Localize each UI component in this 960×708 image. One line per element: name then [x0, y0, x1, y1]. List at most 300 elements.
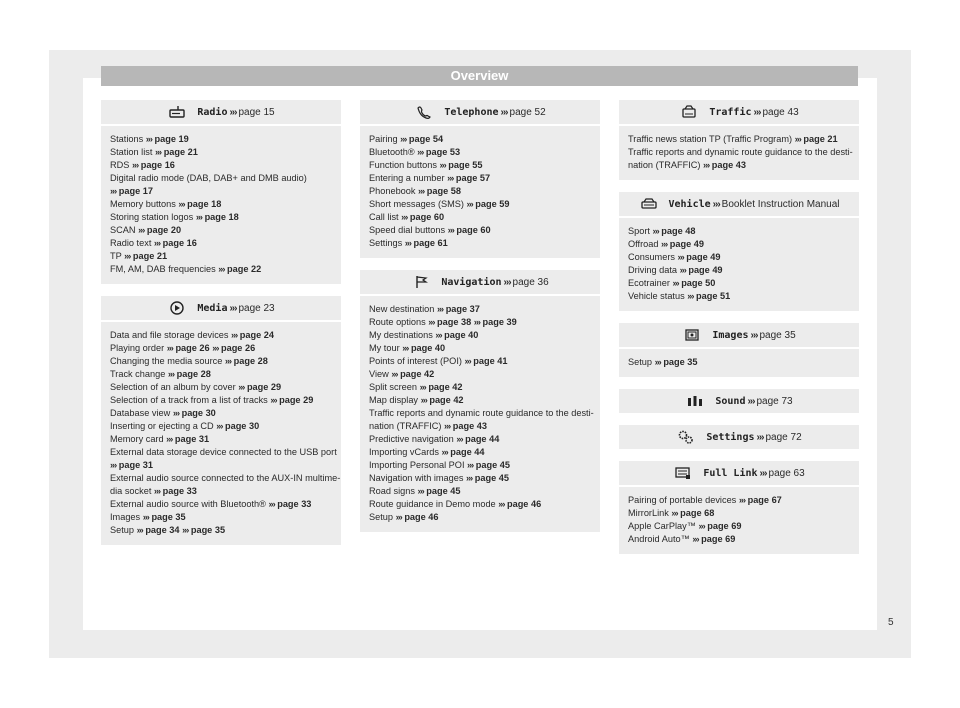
item-text: Android Auto™	[628, 534, 693, 544]
page-link[interactable]: page 67	[747, 495, 782, 505]
page-link[interactable]: page 28	[233, 356, 268, 366]
images-box-header	[619, 323, 859, 349]
box-title: Full Link	[703, 467, 758, 479]
arrow: ›››	[503, 276, 511, 288]
page-link[interactable]: page 59	[475, 199, 510, 209]
list-item	[369, 237, 591, 250]
item-text: Data and file storage devices	[110, 330, 232, 340]
page-link[interactable]: page 61	[413, 238, 448, 248]
item-text: Route options	[369, 317, 429, 327]
arrow: ›››	[110, 186, 117, 196]
item-text: Points of interest (POI)	[369, 356, 465, 366]
page-link[interactable]: page 44	[465, 434, 500, 444]
list-item	[369, 172, 591, 185]
item-text: Route guidance in Demo mode	[369, 499, 499, 509]
item-text: Speed dial buttons	[369, 225, 448, 235]
fulllink-box	[619, 461, 859, 554]
arrow: ›››	[466, 473, 473, 483]
arrow: ›››	[441, 447, 448, 457]
list-item	[110, 133, 332, 146]
arrow: ›››	[229, 302, 237, 314]
gears-icon	[676, 430, 696, 444]
arrow: ›››	[500, 106, 508, 118]
item-text: External audio source with Bluetooth®	[110, 499, 269, 509]
item-text: Playing order	[110, 343, 167, 353]
arrow: ›››	[153, 486, 161, 496]
list-item	[369, 303, 591, 316]
arrow: ›››	[444, 421, 451, 431]
page-link[interactable]: page 43	[452, 421, 488, 431]
list-item	[110, 394, 332, 407]
item-text: Digital radio mode (DAB, DAB+ and DMB audio)	[110, 173, 307, 183]
arrow: ›››	[110, 460, 117, 470]
page-link[interactable]: page 29	[246, 382, 282, 392]
media-box-body	[101, 322, 341, 545]
item-text: Settings	[369, 238, 405, 248]
page-link[interactable]: page 26	[175, 343, 210, 353]
page-link[interactable]: page 60	[456, 225, 491, 235]
page-link[interactable]: page 35	[190, 525, 226, 535]
list-item	[369, 433, 591, 446]
arrow: ›››	[498, 499, 505, 509]
images-box-body	[619, 349, 859, 377]
page-link[interactable]: page 51	[696, 291, 731, 301]
box-title: Sound	[715, 395, 746, 407]
box-reference[interactable]: Booklet Instruction Manual	[721, 198, 840, 210]
list-item	[110, 224, 332, 237]
arrow: ›››	[216, 421, 223, 431]
arrow: ›››	[756, 431, 764, 443]
item-text: Pairing of portable devices	[628, 495, 739, 505]
list-item	[110, 342, 332, 355]
arrow: ›››	[428, 317, 435, 327]
radio-icon	[167, 105, 187, 119]
page-link[interactable]: page 28	[176, 369, 211, 379]
item-text: nation (TRAFFIC)	[628, 160, 704, 170]
arrow: ›››	[753, 106, 761, 118]
page-link[interactable]: page 45	[475, 460, 511, 470]
arrow: ›››	[473, 317, 480, 327]
arrow: ›››	[404, 238, 411, 248]
box-title: Vehicle	[668, 198, 711, 210]
fulllink-icon	[673, 466, 693, 480]
vehicle-box-header	[619, 192, 859, 218]
box-title: Images	[712, 329, 749, 341]
list-item	[628, 251, 850, 264]
item-text: Track change	[110, 369, 168, 379]
arrow: ›››	[154, 147, 162, 157]
arrow: ›››	[268, 499, 275, 509]
traffic-box-header	[619, 100, 859, 126]
page-link[interactable]: page 55	[448, 160, 483, 170]
list-item	[110, 524, 332, 537]
box-title: Telephone	[444, 106, 499, 118]
fulllink-box-header	[619, 461, 859, 487]
arrow: ›››	[400, 134, 407, 144]
arrow: ›››	[270, 395, 277, 405]
page-link[interactable]: page 53	[425, 147, 461, 157]
media-box	[101, 296, 341, 545]
item-text: Consumers	[628, 252, 678, 262]
arrow: ›››	[136, 525, 143, 535]
page-link[interactable]: page 31	[118, 460, 153, 470]
arrow: ›››	[703, 160, 710, 170]
arrow: ›››	[439, 160, 446, 170]
item-text: dia socket	[110, 486, 154, 496]
arrow: ›››	[195, 212, 202, 222]
list-item	[369, 472, 591, 485]
page-link[interactable]: page 30	[224, 421, 260, 431]
page-link[interactable]: page 39	[482, 317, 517, 327]
item-text: Database view	[110, 408, 173, 418]
item-text: Importing Personal POI	[369, 460, 468, 470]
list-item	[628, 133, 850, 146]
arrow: ›››	[420, 395, 427, 405]
arrow: ›››	[401, 212, 408, 222]
item-text: New destination	[369, 304, 437, 314]
page-link[interactable]: page 26	[220, 343, 256, 353]
telephone-box-header	[360, 100, 600, 126]
item-text: Apple CarPlay™	[628, 521, 699, 531]
page-link[interactable]: page 58	[426, 186, 462, 196]
item-text: External audio source connected to the AUX-IN multime-	[110, 473, 341, 483]
page-link[interactable]: page 57	[455, 173, 491, 183]
item-text: My tour	[369, 343, 403, 353]
arrow: ›››	[218, 264, 225, 274]
item-text: Storing station logos	[110, 212, 196, 222]
settings-box-header	[619, 425, 859, 449]
page-link[interactable]: page 18	[187, 199, 222, 209]
list-item	[110, 472, 341, 485]
arrow: ›››	[747, 395, 755, 407]
page-link[interactable]: page 69	[701, 534, 736, 544]
arrow: ›››	[391, 369, 398, 379]
arrow: ›››	[402, 343, 409, 353]
arrow: ›››	[231, 330, 238, 340]
item-text: Split screen	[369, 382, 420, 392]
box-title: Navigation	[441, 276, 502, 288]
arrow: ›››	[166, 434, 173, 444]
box-reference[interactable]: page 15	[238, 106, 275, 118]
page-link[interactable]: page 42	[429, 395, 464, 405]
page-link[interactable]: page 45	[426, 486, 461, 496]
page-link[interactable]: page 49	[686, 252, 721, 262]
arrow: ›››	[447, 225, 454, 235]
item-text: Changing the media source	[110, 356, 225, 366]
arrow: ›››	[672, 278, 679, 288]
item-text: Traffic reports and dynamic route guidance to the desti-	[628, 147, 853, 157]
arrow: ›››	[436, 304, 444, 314]
list-item	[110, 159, 332, 172]
item-text: Station list	[110, 147, 155, 157]
sound-icon	[685, 394, 705, 408]
page-link[interactable]: page 42	[400, 369, 435, 379]
page-link[interactable]: page 69	[707, 521, 742, 531]
box-title: Settings	[706, 431, 755, 443]
arrow: ›››	[419, 382, 426, 392]
list-item	[369, 133, 591, 146]
column-left	[101, 100, 341, 557]
page-link[interactable]: page 16	[140, 160, 175, 170]
arrow: ›››	[466, 199, 473, 209]
arrow: ›››	[142, 512, 149, 522]
page-link[interactable]: page 35	[151, 512, 186, 522]
list-item	[369, 394, 591, 407]
page-link[interactable]: page 43	[711, 160, 747, 170]
page-link[interactable]: page 21	[163, 147, 198, 157]
list-item	[369, 459, 591, 472]
box-reference[interactable]: page 36	[512, 276, 549, 288]
item-text: Selection of a track from a list of tracks	[110, 395, 271, 405]
radio-box	[101, 100, 341, 284]
list-item	[369, 211, 591, 224]
box-reference[interactable]: page 52	[509, 106, 546, 118]
box-reference[interactable]: page 73	[756, 395, 793, 407]
list-item	[110, 185, 332, 198]
item-text: Setup	[628, 357, 655, 367]
list-item	[369, 498, 591, 511]
page-link[interactable]: page 31	[174, 434, 210, 444]
traffic-box-body	[619, 126, 859, 180]
arrow: ›››	[661, 239, 668, 249]
item-text: RDS	[110, 160, 132, 170]
page-link[interactable]: page 21	[803, 134, 838, 144]
item-text: Bluetooth®	[369, 147, 418, 157]
images-box	[619, 323, 859, 377]
page-link[interactable]: page 60	[409, 212, 445, 222]
item-text: Vehicle status	[628, 291, 688, 301]
list-item	[369, 381, 591, 394]
page-link[interactable]: page 24	[239, 330, 275, 340]
list-item	[628, 356, 850, 369]
box-title: Traffic	[709, 106, 752, 118]
box-reference[interactable]: page 63	[768, 467, 805, 479]
arrow: ›››	[671, 508, 678, 518]
arrow: ›››	[138, 225, 145, 235]
arrow: ›››	[224, 356, 232, 366]
arrow: ›››	[212, 343, 219, 353]
page-link[interactable]: page 48	[661, 226, 696, 236]
item-text: External data storage device connected to the USB port	[110, 447, 337, 457]
page-link[interactable]: page 54	[408, 134, 444, 144]
arrow: ›››	[794, 134, 801, 144]
page-link[interactable]: page 49	[669, 239, 704, 249]
settings-box	[619, 425, 859, 449]
box-title: Radio	[197, 106, 228, 118]
item-text: Navigation with images	[369, 473, 467, 483]
arrow: ›››	[417, 486, 424, 496]
page-link[interactable]: page 29	[279, 395, 314, 405]
page-link[interactable]: page 16	[162, 238, 197, 248]
list-item	[110, 511, 332, 524]
item-text: Images	[110, 512, 143, 522]
traffic-icon	[679, 105, 699, 119]
vehicle-box	[619, 192, 859, 311]
arrow: ›››	[712, 198, 720, 210]
flag-icon	[411, 275, 431, 289]
list-item	[110, 446, 337, 459]
list-item	[110, 498, 332, 511]
page-title: Overview	[101, 66, 858, 86]
arrow: ›››	[229, 106, 237, 118]
arrow: ›››	[464, 356, 471, 366]
item-text: Map display	[369, 395, 421, 405]
page-link[interactable]: page 50	[681, 278, 716, 288]
page-link[interactable]: page 37	[445, 304, 480, 314]
item-text: Ecotrainer	[628, 278, 673, 288]
page-link[interactable]: page 33	[277, 499, 312, 509]
page-link[interactable]: page 49	[688, 265, 723, 275]
list-item	[110, 250, 332, 263]
item-text: Stations	[110, 134, 146, 144]
arrow: ›››	[124, 251, 131, 261]
page-link[interactable]: page 18	[204, 212, 239, 222]
item-text: Inserting or ejecting a CD	[110, 421, 217, 431]
page-link[interactable]: page 41	[473, 356, 508, 366]
item-text: View	[369, 369, 392, 379]
item-text: Setup	[369, 512, 396, 522]
item-text: Sport	[628, 226, 653, 236]
list-item	[628, 494, 850, 507]
item-text: Traffic news station TP (Traffic Program)	[628, 134, 795, 144]
arrow: ›››	[172, 408, 180, 418]
item-text: MirrorLink	[628, 508, 672, 518]
item-text: Road signs	[369, 486, 418, 496]
page-link[interactable]: page 35	[663, 357, 698, 367]
list-item	[369, 485, 591, 498]
list-item	[369, 511, 591, 524]
navigation-box	[360, 270, 600, 532]
arrow: ›››	[698, 521, 705, 531]
arrow: ›››	[435, 330, 442, 340]
page-link[interactable]: page 33	[162, 486, 197, 496]
item-text: Memory card	[110, 434, 167, 444]
item-text: Driving data	[628, 265, 680, 275]
list-item	[110, 211, 332, 224]
page-link[interactable]: page 17	[118, 186, 153, 196]
list-item	[110, 420, 332, 433]
box-reference[interactable]: page 72	[765, 431, 802, 443]
item-text: Pairing	[369, 134, 401, 144]
page-link[interactable]: page 34	[145, 525, 180, 535]
item-text: Function buttons	[369, 160, 440, 170]
telephone-box	[360, 100, 600, 258]
navigation-box-body	[360, 296, 600, 532]
list-item	[628, 533, 850, 546]
traffic-box	[619, 100, 859, 180]
page-link[interactable]: page 40	[444, 330, 479, 340]
list-item	[110, 355, 332, 368]
list-item	[628, 290, 850, 303]
page-link[interactable]: page 44	[450, 447, 485, 457]
page-link[interactable]: page 68	[680, 508, 715, 518]
radio-box-header	[101, 100, 341, 126]
item-text: Selection of an album by cover	[110, 382, 239, 392]
item-text: Short messages (SMS)	[369, 199, 467, 209]
page-link[interactable]: page 45	[474, 473, 509, 483]
list-item	[628, 277, 850, 290]
fulllink-box-body	[619, 487, 859, 554]
page-link[interactable]: page 46	[506, 499, 542, 509]
arrow: ›››	[182, 525, 189, 535]
list-item	[369, 198, 591, 211]
list-item	[369, 329, 591, 342]
item-text: FM, AM, DAB frequencies	[110, 264, 219, 274]
list-item	[110, 237, 332, 250]
arrow: ›››	[418, 186, 425, 196]
list-item	[628, 507, 850, 520]
list-item	[110, 459, 332, 472]
sound-box	[619, 389, 859, 413]
item-text: nation (TRAFFIC)	[369, 421, 445, 431]
list-item	[369, 368, 591, 381]
list-item	[110, 368, 332, 381]
arrow: ›››	[677, 252, 684, 262]
list-item	[369, 355, 591, 368]
arrow: ›››	[395, 512, 402, 522]
page-link[interactable]: page 19	[154, 134, 189, 144]
page-link[interactable]: page 20	[146, 225, 182, 235]
item-text: Entering a number	[369, 173, 448, 183]
item-text: Radio text	[110, 238, 154, 248]
box-reference[interactable]: page 35	[759, 329, 796, 341]
column-middle	[360, 100, 600, 544]
arrow: ›››	[145, 134, 152, 144]
list-item	[628, 225, 850, 238]
page-link[interactable]: page 46	[404, 512, 439, 522]
item-text: Predictive navigation	[369, 434, 457, 444]
list-item	[110, 146, 332, 159]
list-item	[369, 342, 591, 355]
page-link[interactable]: page 38	[437, 317, 472, 327]
list-item	[369, 446, 591, 459]
item-text: My destinations	[369, 330, 436, 340]
radio-box-body	[101, 126, 341, 284]
sound-box-header	[619, 389, 859, 413]
list-item	[369, 224, 591, 237]
arrow: ›››	[238, 382, 245, 392]
page-link[interactable]: page 22	[227, 264, 262, 274]
page-link[interactable]: page 21	[132, 251, 168, 261]
play-icon	[167, 301, 187, 315]
item-text: Memory buttons	[110, 199, 179, 209]
arrow: ›››	[167, 369, 175, 379]
page-link[interactable]: page 42	[428, 382, 463, 392]
box-reference[interactable]: page 43	[762, 106, 799, 118]
item-text: TP	[110, 251, 125, 261]
arrow: ›››	[153, 238, 161, 248]
vehicle-box-body	[619, 218, 859, 311]
box-reference[interactable]: page 23	[238, 302, 275, 314]
item-text: Offroad	[628, 239, 662, 249]
list-item	[628, 264, 850, 277]
navigation-box-header	[360, 270, 600, 296]
list-item	[628, 146, 853, 159]
page-link[interactable]: page 30	[181, 408, 216, 418]
image-icon	[682, 328, 702, 342]
arrow: ›››	[692, 534, 699, 544]
page-link[interactable]: page 40	[410, 343, 446, 353]
list-item	[369, 420, 591, 433]
arrow: ›››	[467, 460, 474, 470]
list-item	[110, 172, 332, 185]
page-number: 5	[888, 617, 894, 628]
column-right	[619, 100, 859, 566]
car-icon	[639, 197, 659, 211]
arrow: ›››	[738, 495, 746, 505]
list-item	[110, 381, 332, 394]
arrow: ›››	[654, 357, 661, 367]
